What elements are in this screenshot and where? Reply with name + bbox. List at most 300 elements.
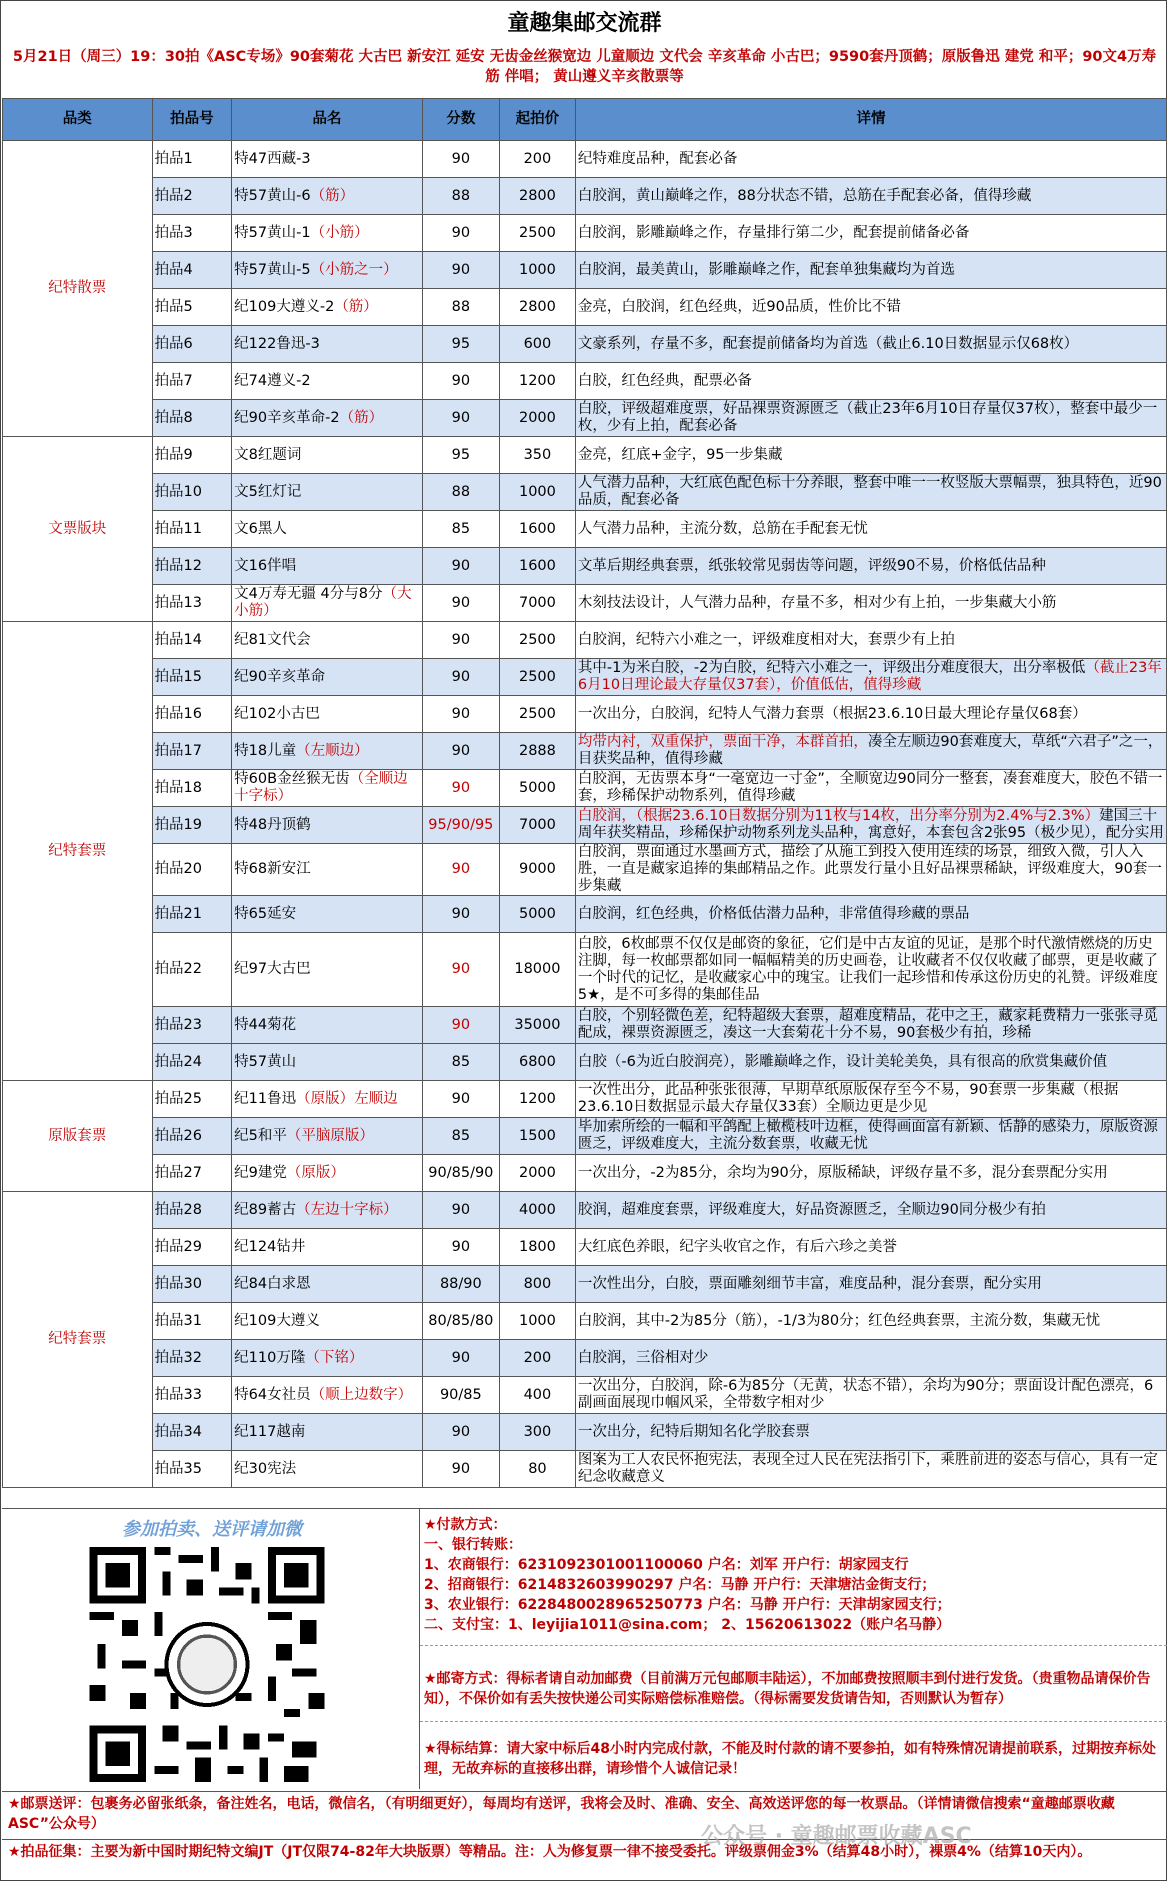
divider — [420, 1721, 1167, 1722]
lot-number: 拍品26 — [152, 1118, 232, 1155]
item-name-note: （左边十字标） — [296, 1201, 398, 1218]
start-price: 200 — [499, 1340, 575, 1377]
item-name-note: （筋） — [334, 298, 378, 315]
detail — [575, 1340, 1166, 1377]
page-title: 童趣集邮交流群 — [507, 10, 662, 36]
table-row — [3, 585, 1167, 622]
detail-text: 纪特难度品种，配套必备 — [577, 150, 738, 167]
item-name-note: （平脑原版） — [286, 1127, 374, 1144]
detail — [575, 1266, 1166, 1303]
header-score: 分数 — [422, 99, 499, 141]
item-name — [232, 1007, 423, 1044]
lot-number: 拍品28 — [152, 1192, 232, 1229]
score: 80/85/80 — [422, 1303, 499, 1340]
qr-code-icon — [87, 1547, 327, 1782]
divider — [420, 1645, 1167, 1646]
item-name — [232, 1044, 423, 1081]
item-name — [232, 1377, 423, 1414]
detail-text: 凑全左顺边90套难度大，草纸“六君子”之一，目获奖品种，值得珍藏 — [577, 734, 1163, 767]
detail — [575, 622, 1166, 659]
table-row — [3, 1377, 1167, 1414]
start-price: 350 — [499, 437, 575, 474]
table-row — [3, 178, 1167, 215]
table-row — [3, 770, 1167, 807]
lot-number: 拍品31 — [152, 1303, 232, 1340]
item-name-text: 纪122鲁迅-3 — [234, 335, 320, 352]
score: 90 — [422, 1081, 499, 1118]
item-name — [232, 1266, 423, 1303]
item-name-note: （筋） — [339, 409, 384, 426]
table-row — [3, 1118, 1167, 1155]
start-price: 4000 — [499, 1192, 575, 1229]
item-name — [232, 326, 423, 363]
detail-text: 白胶润，无齿票本身“一毫宽边一寸金”，全顺宽边90同分一整套，凑套难度大，胶色不错一套，珍稀保护动物系列，值得珍藏 — [577, 771, 1163, 804]
item-name — [232, 659, 423, 696]
detail-text: 白胶润，影雕巅峰之作，存量排行第二少，配套提前储备必备 — [577, 224, 970, 241]
score: 95 — [422, 326, 499, 363]
table-row — [3, 141, 1167, 178]
item-name-text: 纪110万隆 — [234, 1349, 306, 1366]
item-name — [232, 474, 423, 511]
score: 85 — [422, 1044, 499, 1081]
category-cell: 纪特套票 — [3, 1192, 153, 1488]
lot-number: 拍品10 — [152, 474, 232, 511]
item-name — [232, 215, 423, 252]
table-row — [3, 1266, 1167, 1303]
item-name — [232, 844, 423, 896]
item-name-text: 纪90辛亥革命-2 — [234, 409, 340, 426]
detail-text: 一次性出分，白胶，票面雕刻细节丰富，难度品种，混分套票，配分实用 — [577, 1275, 1042, 1292]
score: 90 — [422, 1192, 499, 1229]
score: 90 — [422, 933, 499, 1007]
score: 90 — [422, 733, 499, 770]
score: 88 — [422, 474, 499, 511]
detail — [575, 1451, 1166, 1488]
start-price: 1500 — [499, 1118, 575, 1155]
item-name-text: 文8红题词 — [234, 446, 302, 463]
header-item-name: 品名 — [232, 99, 423, 141]
item-name-text: 特44菊花 — [234, 1016, 297, 1033]
lot-number: 拍品16 — [152, 696, 232, 733]
detail — [575, 400, 1166, 437]
lot-number: 拍品20 — [152, 844, 232, 896]
detail-text: 白胶润，黄山巅峰之作，88分状态不错，总筋在手配套必备，值得珍藏 — [577, 187, 1032, 204]
detail-text: 一次出分，-2为85分，余均为90分，原版稀缺，评级存量不多，混分套票配分实用 — [577, 1164, 1108, 1181]
item-name-text: 特60B金丝猴无齿 — [234, 771, 350, 787]
score: 90 — [422, 1451, 499, 1488]
detail — [575, 1414, 1166, 1451]
detail — [575, 807, 1166, 844]
item-name-note: （大小筋） — [234, 586, 412, 619]
item-name-text: 纪81文代会 — [234, 631, 311, 648]
detail-text: 人气潜力品种，主流分数，总筋在手配套无忧 — [577, 520, 868, 537]
detail-text: 文豪系列，存量不多，配套提前储备均为首选（截止6.10日数据显示仅68枚） — [577, 335, 1079, 352]
table-row — [3, 1007, 1167, 1044]
start-price: 600 — [499, 326, 575, 363]
score: 90 — [422, 696, 499, 733]
table-row — [3, 1340, 1167, 1377]
detail — [575, 844, 1166, 896]
lot-number: 拍品6 — [152, 326, 232, 363]
score: 90 — [422, 548, 499, 585]
lot-number: 拍品8 — [152, 400, 232, 437]
detail-text: 白胶润，票面通过水墨画方式，描绘了从施工到投入使用连续的场景，细致入微，引人入胜，一直是藏家追捧的集邮精品之作。此票发行量小且好品裸票稀缺，评级难度大，90套一步集藏 — [577, 844, 1162, 894]
score: 90 — [422, 659, 499, 696]
lot-number: 拍品4 — [152, 252, 232, 289]
start-price: 18000 — [499, 933, 575, 1007]
score: 95/90/95 — [422, 807, 499, 844]
score: 90 — [422, 215, 499, 252]
item-name — [232, 585, 423, 622]
score: 90/85 — [422, 1377, 499, 1414]
detail-text: 文革后期经典套票，纸张较常见弱齿等问题，评级90不易，价格低估品种 — [577, 557, 1046, 574]
item-name — [232, 1118, 423, 1155]
detail-text: 白胶，评级超难度票，好品裸票资源匮乏（截止23年6月10日存量仅37枚），整套中最少一枚，少有上拍，配套必备 — [577, 401, 1158, 434]
start-price: 6800 — [499, 1044, 575, 1081]
score: 90 — [422, 1007, 499, 1044]
lot-number: 拍品35 — [152, 1451, 232, 1488]
lot-number: 拍品30 — [152, 1266, 232, 1303]
item-name — [232, 1081, 423, 1118]
detail — [575, 548, 1166, 585]
score: 90 — [422, 400, 499, 437]
item-name — [232, 1192, 423, 1229]
start-price: 1000 — [499, 252, 575, 289]
start-price: 400 — [499, 1377, 575, 1414]
item-name — [232, 807, 423, 844]
item-name-note: （顺上边数字） — [310, 1386, 413, 1403]
start-price: 1000 — [499, 1303, 575, 1340]
detail — [575, 363, 1166, 400]
detail-text: 金亮，白胶润，红色经典，近90品质，性价比不错 — [577, 298, 901, 315]
category-cell: 纪特散票 — [3, 141, 153, 437]
detail — [575, 326, 1166, 363]
pay-subtitle: 一、银行转账： — [424, 1537, 522, 1553]
header-start-price: 起拍价 — [499, 99, 575, 141]
lot-number: 拍品17 — [152, 733, 232, 770]
category-cell: 纪特套票 — [3, 622, 153, 1081]
pay-line: 1、农商银行：6231092301001100060 户名：刘军 开户行：胡家园支行 — [424, 1557, 909, 1573]
start-price: 1000 — [499, 474, 575, 511]
start-price: 1200 — [499, 1081, 575, 1118]
start-price: 2000 — [499, 1155, 575, 1192]
start-price: 2500 — [499, 696, 575, 733]
detail — [575, 933, 1166, 1007]
detail — [575, 1044, 1166, 1081]
header-detail: 详情 — [575, 99, 1166, 141]
detail — [575, 215, 1166, 252]
lot-number: 拍品11 — [152, 511, 232, 548]
item-name-note: （原版）左顺边 — [296, 1090, 398, 1107]
score: 90 — [422, 896, 499, 933]
detail-text: 图案为工人农民怀抱宪法，表现全过人民在宪法指引下，乘胜前进的姿态与信心，具有一定纪念收藏意义 — [577, 1452, 1158, 1485]
score: 90 — [422, 141, 499, 178]
detail-text: 一次出分，纪特后期知名化学胶套票 — [577, 1423, 810, 1440]
table-row — [3, 1155, 1167, 1192]
item-name-text: 特47西藏-3 — [234, 150, 311, 167]
item-name-text: 特48丹顶鹤 — [234, 816, 311, 833]
detail — [575, 770, 1166, 807]
lot-number: 拍品25 — [152, 1081, 232, 1118]
start-price: 7000 — [499, 807, 575, 844]
detail — [575, 1155, 1166, 1192]
lot-number: 拍品33 — [152, 1377, 232, 1414]
detail-text: 白胶润，纪特六小难之一，评级难度相对大，套票少有上拍 — [577, 631, 955, 648]
item-name-text: 文16伴唱 — [234, 557, 297, 574]
score: 95 — [422, 437, 499, 474]
item-name-text: 特64女社员 — [234, 1386, 311, 1403]
detail-text: 大红底色养眼，纪字头收官之作，有后六珍之美誉 — [577, 1238, 897, 1255]
score: 85 — [422, 1118, 499, 1155]
lot-number: 拍品13 — [152, 585, 232, 622]
item-name-text: 特57黄山-5 — [234, 261, 311, 278]
start-price: 1200 — [499, 363, 575, 400]
lot-number: 拍品18 — [152, 770, 232, 807]
lot-number: 拍品23 — [152, 1007, 232, 1044]
item-name-text: 纪5和平 — [234, 1127, 287, 1144]
detail-text: 一次出分，白胶润，纪特人气潜力套票（根据23.6.10日最大理论存量仅68套） — [577, 705, 1087, 722]
score: 90 — [422, 1414, 499, 1451]
lot-number: 拍品34 — [152, 1414, 232, 1451]
item-name-text: 特68新安江 — [234, 861, 311, 877]
table-row — [3, 1303, 1167, 1340]
detail — [575, 1303, 1166, 1340]
start-price: 5000 — [499, 770, 575, 807]
score: 90 — [422, 1340, 499, 1377]
lot-number: 拍品24 — [152, 1044, 232, 1081]
table-row — [3, 1192, 1167, 1229]
start-price: 7000 — [499, 585, 575, 622]
detail-highlight: （截止23年6月10日理论最大存量仅37套），价值低估，值得珍藏 — [577, 660, 1162, 693]
start-price: 2500 — [499, 622, 575, 659]
item-name — [232, 1155, 423, 1192]
item-name-text: 纪74遵义-2 — [234, 372, 311, 389]
table-row — [3, 622, 1167, 659]
detail-text: 建国三十周年获奖精品，珍稀保护动物系列龙头品种，寓意好，本套包含2张95（极少见），配分实用 — [577, 808, 1164, 841]
item-name-text: 特57黄山-6 — [234, 187, 311, 204]
item-name — [232, 400, 423, 437]
lot-number: 拍品1 — [152, 141, 232, 178]
score: 90 — [422, 770, 499, 807]
qr-panel — [2, 1509, 420, 1789]
item-name-text: 文4万寿无疆 4分与8分 — [234, 586, 383, 602]
detail-text: 白胶，红色经典，配票必备 — [577, 372, 752, 389]
score: 90/85/90 — [422, 1155, 499, 1192]
detail-text: 人气潜力品种，大红底色配色标十分养眼，整套中唯一一枚竖版大票幅票，独具特色，近90品质，配套必备 — [577, 475, 1162, 508]
score: 88 — [422, 178, 499, 215]
start-price: 35000 — [499, 1007, 575, 1044]
pay-line: 二、支付宝：1、leyijia1011@sina.com； 2、15620613022（账户名马静） — [424, 1617, 951, 1633]
detail — [575, 1377, 1166, 1414]
item-name — [232, 733, 423, 770]
item-name-text: 特18儿童 — [234, 742, 297, 759]
item-name — [232, 1340, 423, 1377]
detail — [575, 1118, 1166, 1155]
table-row — [3, 548, 1167, 585]
detail-text: 白胶，6枚邮票不仅仅是邮资的象征，它们是中古友谊的见证，是那个时代激情燃烧的历史注脚，每一枚邮票都如同一幅幅精美的历史画卷，让收藏者不仅仅收藏了邮票，更是收藏了一个时代的记忆，是收藏家心中的瑰宝。让我们一起珍惜和传承这份历史的礼赞。评级难度5★，是不可多得的集邮佳品 — [577, 935, 1158, 1003]
lot-number: 拍品5 — [152, 289, 232, 326]
consignment-note: ★拍品征集：主要为新中国时期纪特文编JT（JT仅限74-82年大块版票）等精品。注：人为修复票一律不接受委托。评级票佣金3%（结算48小时），裸票4%（结算10天内）。 — [2, 1839, 1167, 1881]
detail — [575, 896, 1166, 933]
detail — [575, 1081, 1166, 1118]
item-name — [232, 363, 423, 400]
item-name — [232, 1303, 423, 1340]
detail — [575, 141, 1166, 178]
item-name — [232, 548, 423, 585]
table-row — [3, 400, 1167, 437]
detail — [575, 659, 1166, 696]
detail — [575, 1192, 1166, 1229]
item-name-note: （小筋） — [310, 224, 369, 241]
item-name — [232, 141, 423, 178]
start-price: 2888 — [499, 733, 575, 770]
lot-number: 拍品32 — [152, 1340, 232, 1377]
score: 88/90 — [422, 1266, 499, 1303]
item-name-text: 纪11鲁迅 — [234, 1090, 297, 1107]
item-name — [232, 437, 423, 474]
settlement-note: ★得标结算：请大家中标后48小时内完成付款，不能及时付款的请不要参拍，如有特殊情况请提前联系，过期按弃标处理，无故弃标的直接移出群，请珍惜个人诚信记录！ — [424, 1741, 1157, 1777]
table-row — [3, 733, 1167, 770]
item-name — [232, 770, 423, 807]
item-name — [232, 289, 423, 326]
score: 90 — [422, 363, 499, 400]
lot-number: 拍品14 — [152, 622, 232, 659]
start-price: 9000 — [499, 844, 575, 896]
start-price: 1800 — [499, 1229, 575, 1266]
auction-subtitle: 5月21日（周三）19：30拍《ASC专场》90套菊花 大古巴 新安江 延安 无齿金丝猴宽边 儿童顺边 文代会 辛亥革命 小古巴；9590套丹顶鹤；原版鲁迅 建党 和平；90文4万寿筋 伴唱； 黄山遵义辛亥散票等 — [12, 49, 1157, 85]
payment-panel — [420, 1509, 1167, 1789]
category-cell: 文票版块 — [3, 437, 153, 622]
header-category: 品类 — [3, 99, 153, 141]
item-name-text: 纪109大遵义-2 — [234, 298, 335, 315]
start-price: 2800 — [499, 178, 575, 215]
item-name — [232, 1451, 423, 1488]
start-price: 2500 — [499, 215, 575, 252]
item-name-text: 纪30宪法 — [234, 1460, 297, 1477]
detail-text: 其中-1为米白胶，-2为白胶，纪特六小难之一，评级出分难度很大，出分率极低 — [577, 660, 1086, 676]
watermark: 公众号 · 童趣邮票收藏ASC — [701, 1824, 972, 1849]
item-name — [232, 622, 423, 659]
item-name-text: 文5红灯记 — [234, 483, 302, 500]
detail — [575, 474, 1166, 511]
item-name — [232, 1414, 423, 1451]
detail-highlight: 均带内衬，双重保护，票面干净，本群首拍， — [577, 734, 868, 750]
item-name — [232, 178, 423, 215]
detail-text: 白胶润，最美黄山，影雕巅峰之作，配套单独集藏均为首选 — [577, 261, 955, 278]
lot-number: 拍品21 — [152, 896, 232, 933]
detail-text: 白胶（-6为近白胶润亮），影雕巅峰之作，设计美轮美奂，具有很高的欣赏集藏价值 — [577, 1053, 1108, 1070]
qr-caption: 参加拍卖、送评请加微 — [122, 1519, 302, 1540]
detail-text: 金亮，红底+金字，95一步集藏 — [577, 446, 783, 463]
table-row — [3, 696, 1167, 733]
lot-number: 拍品22 — [152, 933, 232, 1007]
score: 90 — [422, 1229, 499, 1266]
detail-text: 胶润，超难度套票，评级难度大，好品资源匮乏，全顺边90同分极少有拍 — [577, 1201, 1046, 1218]
table-row — [3, 1229, 1167, 1266]
table-header-row — [3, 99, 1167, 141]
item-name-text: 纪102小古巴 — [234, 705, 320, 722]
detail — [575, 696, 1166, 733]
table-row — [3, 933, 1167, 1007]
lot-number: 拍品19 — [152, 807, 232, 844]
table-row — [3, 326, 1167, 363]
detail — [575, 437, 1166, 474]
detail — [575, 252, 1166, 289]
start-price: 2500 — [499, 659, 575, 696]
detail-text: 一次性出分，此品种张张很薄，早期草纸原版保存至今不易，90套票一步集藏（根据23.6.10日数据显示最大存量仅33套）全顺边更是少见 — [577, 1082, 1119, 1115]
table-row — [3, 1414, 1167, 1451]
item-name-text: 纪90辛亥革命 — [234, 668, 326, 685]
detail — [575, 1007, 1166, 1044]
detail — [575, 289, 1166, 326]
item-name-note: （筋） — [310, 187, 355, 204]
item-name-text: 纪117越南 — [234, 1423, 306, 1440]
lot-number: 拍品12 — [152, 548, 232, 585]
bottom-info — [2, 1508, 1167, 1788]
table-row — [3, 896, 1167, 933]
table-row — [3, 844, 1167, 896]
item-name-text: 纪124钻井 — [234, 1238, 306, 1255]
lot-number: 拍品15 — [152, 659, 232, 696]
mail-method: ★邮寄方式：得标者请自动加邮费（目前满万元包邮顺丰陆运），不加邮费按照顺丰到付进行发货。（贵重物品请保价告知），不保价如有丢失按快递公司实际赔偿标准赔偿。（得标需要发货请告知，否则默认为暂存） — [424, 1671, 1151, 1707]
lot-table — [2, 98, 1167, 1488]
detail — [575, 733, 1166, 770]
detail-text: 白胶润，三俗相对少 — [577, 1349, 709, 1366]
score: 85 — [422, 511, 499, 548]
item-name-note: （全顺边十字标） — [234, 771, 408, 804]
detail-text: 毕加索所绘的一幅和平鸽配上橄榄枝叶边框，使得画面富有新颖、恬静的感染力，原版资源匮乏，评级难度大，主流分数套票，收藏无忧 — [577, 1119, 1158, 1152]
start-price: 300 — [499, 1414, 575, 1451]
lot-number: 拍品27 — [152, 1155, 232, 1192]
pay-line: 3、农业银行：6228480028965250773 户名：马静 开户行：天津胡家园支行； — [424, 1597, 951, 1613]
lot-number: 拍品29 — [152, 1229, 232, 1266]
item-name-text: 纪89蓄古 — [234, 1201, 297, 1218]
item-name-text: 文6黑人 — [234, 520, 287, 537]
table-row — [3, 289, 1167, 326]
pay-title: ★付款方式： — [424, 1517, 507, 1533]
item-name — [232, 933, 423, 1007]
item-name — [232, 896, 423, 933]
table-row — [3, 1081, 1167, 1118]
table-row — [3, 474, 1167, 511]
start-price: 80 — [499, 1451, 575, 1488]
detail-text: 白胶润，红色经典，价格低估潜力品种，非常值得珍藏的票品 — [577, 905, 970, 922]
detail-text: 白胶，个别轻微色差，纪特超级大套票，超难度精品，花中之王，藏家耗费精力一张张寻觅配成，裸票资源匮乏，凑这一大套菊花十分不易，90套极少有拍，珍稀 — [577, 1008, 1158, 1041]
category-cell: 原版套票 — [3, 1081, 153, 1192]
appraisal-note: ★邮票送评：包裹务必留张纸条，备注姓名，电话，微信名，（有明细更好），每周均有送评，我将会及时、准确、安全、高效送评您的每一枚票品。（详情请微信搜索“童趣邮票收藏ASC”公众号） — [2, 1791, 1167, 1839]
score: 90 — [422, 252, 499, 289]
table-row — [3, 252, 1167, 289]
table-row — [3, 511, 1167, 548]
lot-number: 拍品3 — [152, 215, 232, 252]
item-name — [232, 252, 423, 289]
detail — [575, 178, 1166, 215]
item-name — [232, 1229, 423, 1266]
item-name-note: （原版） — [286, 1164, 345, 1181]
pay-line: 2、招商银行：6214832603990297 户名：马静 开户行：天津塘沽金街支行； — [424, 1577, 936, 1593]
detail-text: 白胶润，其中-2为85分（筋），-1/3为80分；红色经典套票，主流分数，集藏无忧 — [577, 1312, 1101, 1329]
table-row — [3, 659, 1167, 696]
item-name-text: 纪9建党 — [234, 1164, 287, 1181]
score: 90 — [422, 585, 499, 622]
score: 90 — [422, 844, 499, 896]
item-name-text: 纪97大古巴 — [234, 961, 311, 977]
item-name — [232, 696, 423, 733]
table-row — [3, 215, 1167, 252]
table-row — [3, 1451, 1167, 1488]
detail-highlight: 白胶润，（根据23.6.10日数据分别为11枚与14枚，出分率分别为2.4%与2.3%） — [577, 808, 1100, 824]
detail — [575, 511, 1166, 548]
